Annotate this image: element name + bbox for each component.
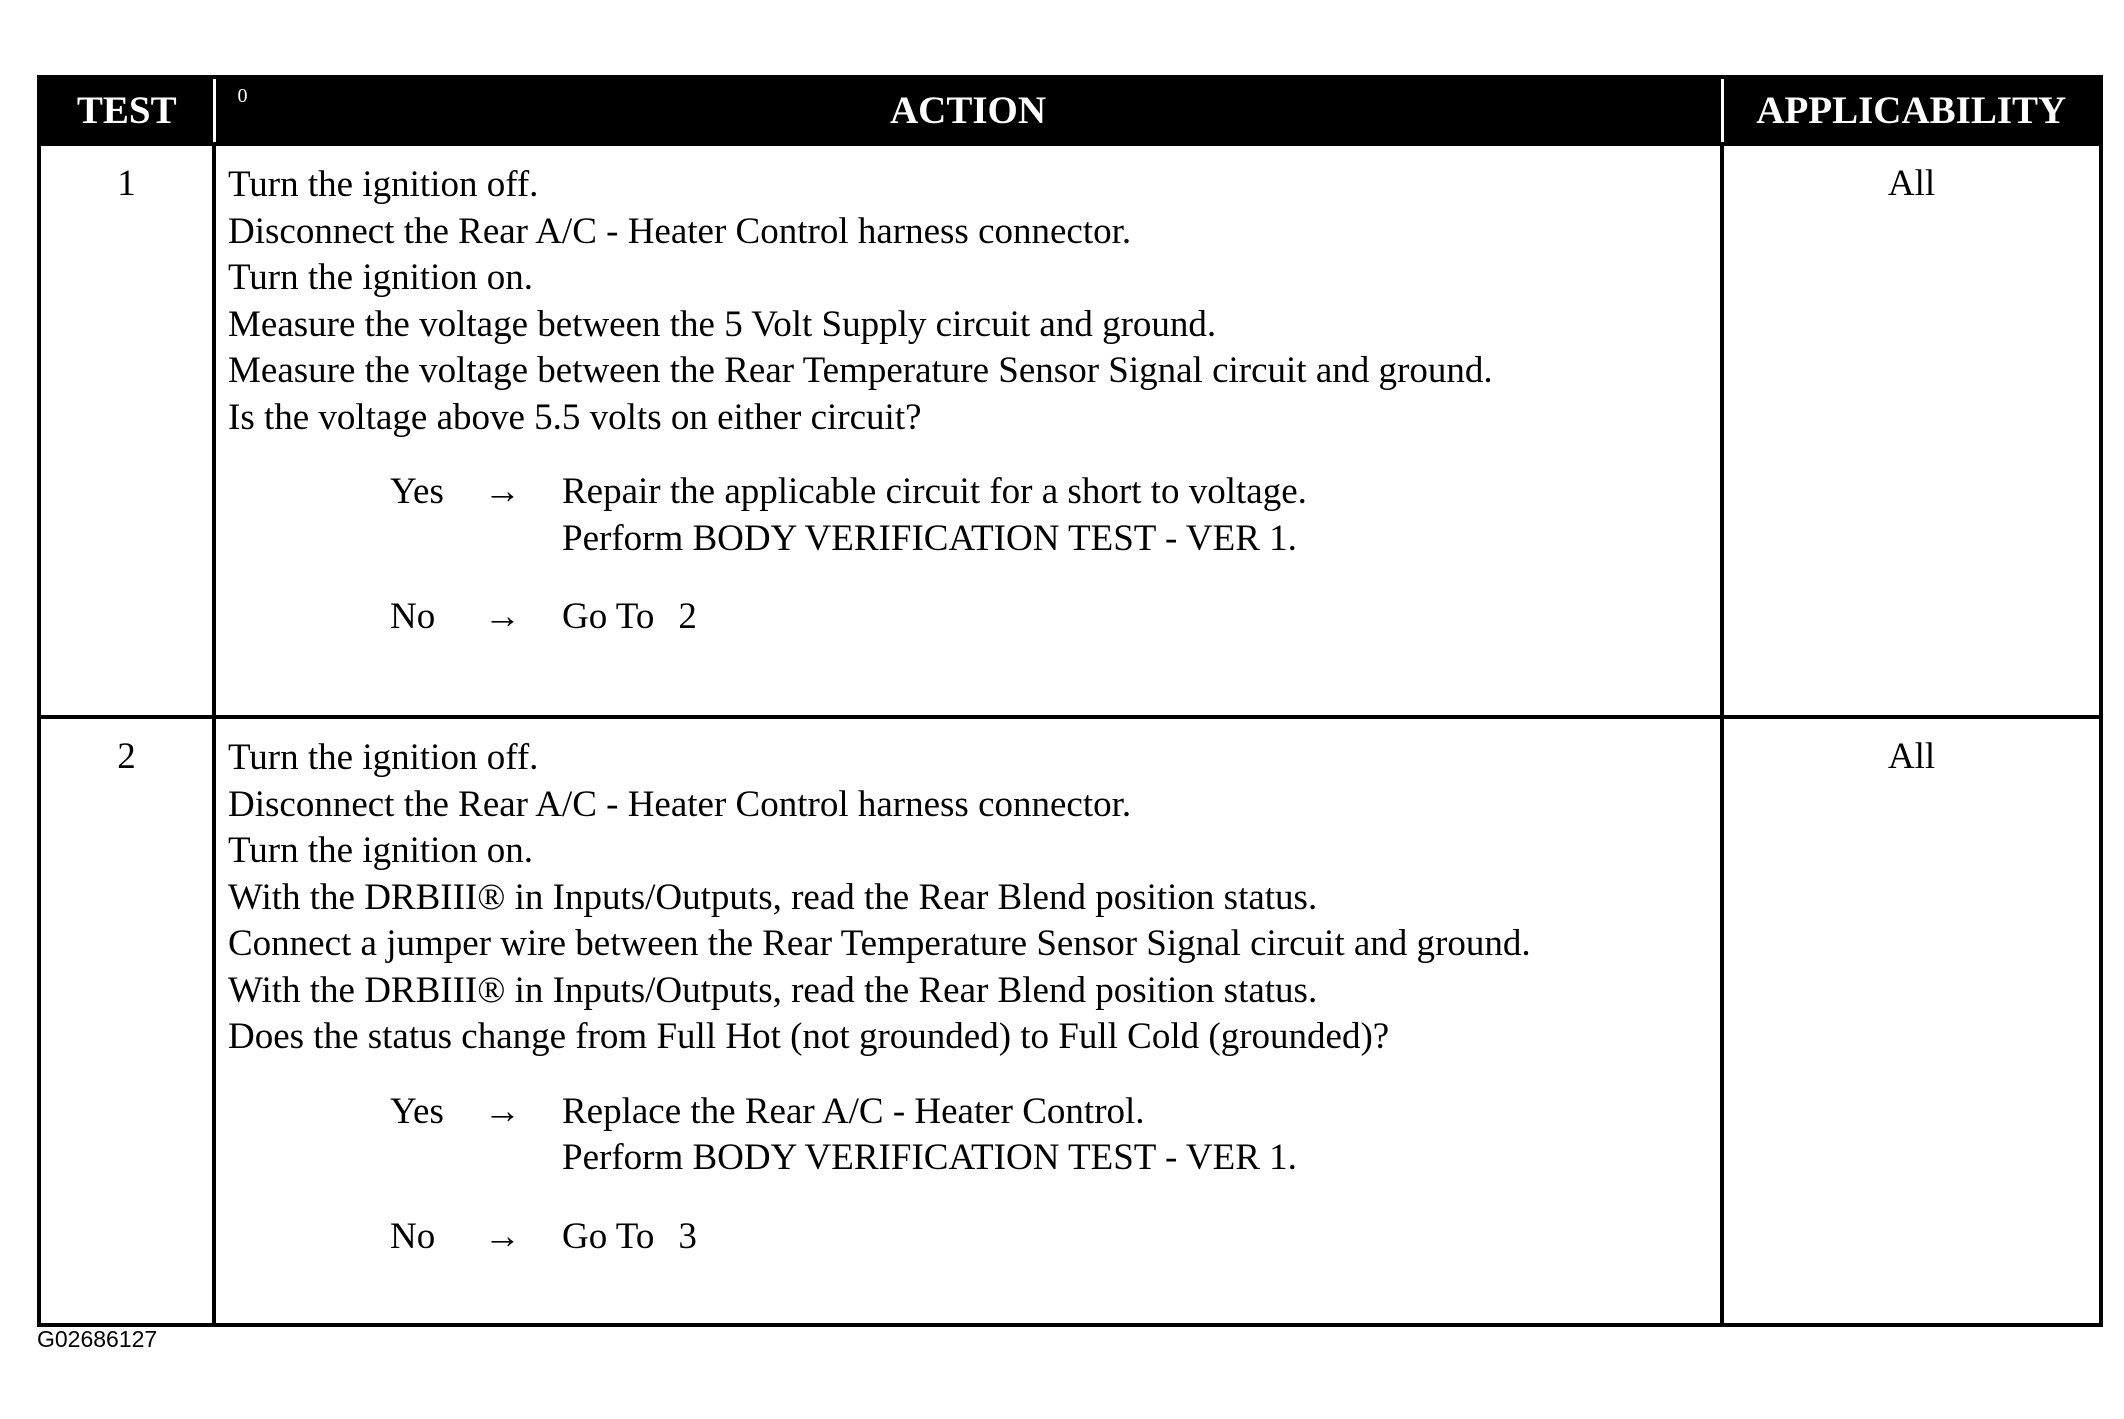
outcome-no: [228, 594, 1710, 641]
action-step: Is the voltage above 5.5 volts on either circuit?: [228, 396, 922, 438]
table-header-row: [39, 77, 2101, 144]
header-action-label: ACTION: [889, 89, 1047, 132]
action-step: Does the status change from Full Hot (not grounded) to Full Cold (grounded)?: [228, 1016, 1390, 1057]
goto-label: Go To: [562, 596, 655, 637]
header-applicability: APPLICABILITY: [1722, 77, 2101, 144]
outcome-yes-label: Yes: [390, 1090, 444, 1132]
diagnostic-test-table: [37, 75, 2103, 1327]
action-step: With the DRBIII® in Inputs/Outputs, read the Rear Blend position status.: [228, 876, 1318, 918]
outcome-line: Repair the applicable circuit for a short to voltage.: [562, 471, 1307, 512]
action-step: With the DRBIII® in Inputs/Outputs, read the Rear Blend position status.: [228, 969, 1318, 1011]
outcome-line: Perform BODY VERIFICATION TEST - VER 1.: [562, 1137, 1297, 1178]
outcome-no: [228, 1214, 1710, 1261]
action-step: Disconnect the Rear A/C - Heater Control harness connector.: [228, 210, 1132, 252]
outcome-yes-label: Yes: [390, 471, 444, 512]
goto-label: Go To: [562, 1215, 655, 1257]
outcomes: [228, 1089, 1710, 1261]
action-step: Turn the ignition on.: [228, 257, 533, 298]
table-row: [39, 144, 2101, 717]
outcome-no-text: [562, 594, 1710, 641]
action-cell: [214, 144, 1722, 717]
table-row: [39, 717, 2101, 1325]
goto-target: 2: [678, 596, 697, 637]
arrow-icon: →: [484, 596, 521, 637]
action-step: Disconnect the Rear A/C - Heater Control harness connector.: [228, 783, 1132, 825]
header-action: [214, 77, 1722, 144]
outcome-line: Perform BODY VERIFICATION TEST - VER 1.: [562, 517, 1297, 559]
action-step: Measure the voltage between the Rear Temperature Sensor Signal circuit and ground.: [228, 350, 1493, 391]
header-test: TEST: [39, 77, 214, 144]
action-step: Turn the ignition off.: [228, 164, 539, 205]
outcome-line: Replace the Rear A/C - Heater Control.: [562, 1090, 1145, 1132]
action-step: Measure the voltage between the 5 Volt Supply circuit and ground.: [228, 303, 1217, 345]
outcome-yes: [228, 469, 1710, 562]
outcome-no-label: No: [390, 596, 436, 637]
header-mark: 0: [237, 85, 248, 107]
test-number: 2: [39, 717, 214, 1325]
action-step: Turn the ignition off.: [228, 737, 539, 778]
outcome-yes-text: [562, 1089, 1710, 1182]
test-number: 1: [39, 144, 214, 717]
action-step: Connect a jumper wire between the Rear Temperature Sensor Signal circuit and ground.: [228, 923, 1531, 964]
outcome-yes: [228, 1089, 1710, 1182]
outcome-no-text: [562, 1214, 1710, 1261]
outcomes: [228, 469, 1710, 641]
action-cell: [214, 717, 1722, 1325]
arrow-icon: →: [484, 471, 521, 512]
arrow-icon: →: [484, 1090, 521, 1132]
applicability-value: All: [1722, 717, 2101, 1325]
applicability-value: All: [1722, 144, 2101, 717]
arrow-icon: →: [484, 1215, 521, 1257]
action-step: Turn the ignition on.: [228, 830, 533, 871]
outcome-no-label: No: [390, 1215, 436, 1257]
goto-target: 3: [678, 1215, 697, 1257]
outcome-yes-text: [562, 469, 1710, 562]
figure-id: G02686127: [37, 1326, 158, 1352]
